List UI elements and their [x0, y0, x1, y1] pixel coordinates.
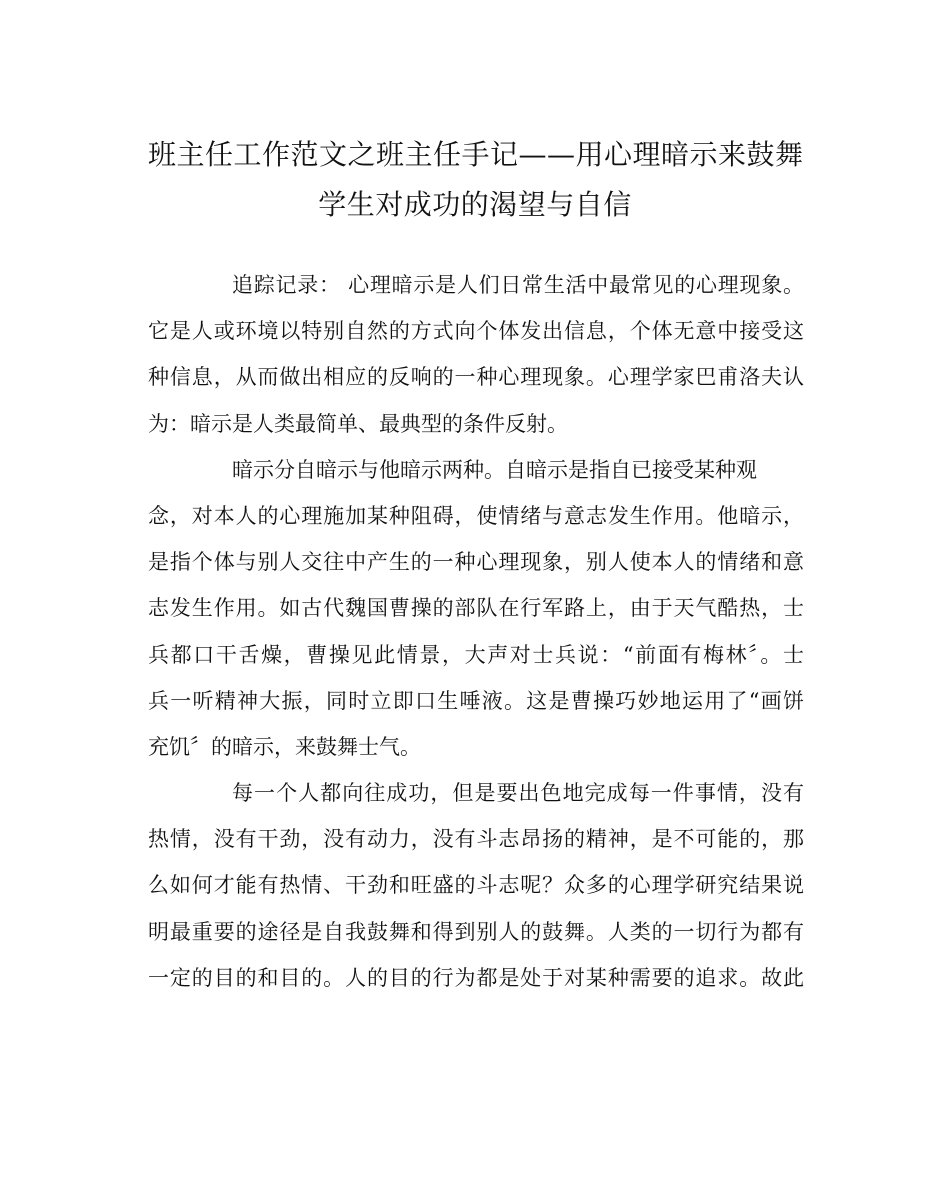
paragraph-line: 每一个人都向往成功，但是要出色地完成每一件事情，没有 [232, 781, 804, 806]
paragraph-3 [148, 770, 804, 1001]
paragraph-line: 是指个体与别人交往中产生的一种心理现象，别人使本人的情绪和意 [148, 550, 804, 575]
title-line-1: 班主任工作范文之班主任手记——用心理暗示来鼓舞 [148, 138, 804, 171]
paragraph-line: 暗示分自暗示与他暗示两种。自暗示是指自已接受某种观 [232, 457, 757, 482]
paragraph-line: 念，对本人的心理施加某种阻碍，使情绪与意志发生作用。他暗示， [148, 503, 804, 528]
paragraph-1 [148, 262, 804, 447]
paragraph-line: 充饥〞的暗示，来鼓舞士气。 [148, 734, 421, 759]
paragraph-2 [148, 447, 804, 770]
paragraph-line: 它是人或环境以特别自然的方式向个体发出信息，个体无意中接受这 [148, 319, 804, 344]
paragraph-line: 志发生作用。如古代魏国曹操的部队在行军路上，由于天气酷热，士 [148, 596, 804, 621]
document-title [148, 130, 802, 230]
document-body [148, 262, 804, 1001]
paragraph-line: 兵一听精神大振，同时立即口生唾液。这是曹操巧妙地运用了“画饼 [148, 688, 804, 713]
title-line-2: 学生对成功的渴望与自信 [318, 188, 632, 221]
paragraph-line: 热情，没有干劲，没有动力，没有斗志昂扬的精神，是不可能的，那 [148, 827, 804, 852]
paragraph-line: 种信息，从而做出相应的反响的一种心理现象。心理学家巴甫洛夫认 [148, 365, 804, 390]
paragraph-line: 么如何才能有热情、干劲和旺盛的斗志呢？众多的心理学研究结果说 [148, 873, 804, 898]
paragraph-line: 追踪记录： 心理暗示是人们日常生活中最常见的心理现象。 [232, 273, 804, 297]
paragraph-line: 为：暗示是人类最简单、最典型的条件反射。 [148, 411, 568, 436]
paragraph-line: 一定的目的和目的。人的目的行为都是处于对某种需要的追求。故此 [148, 965, 804, 990]
paragraph-line: 兵都口干舌燥，曹操见此情景，大声对士兵说：“前面有梅林〞。士 [148, 642, 804, 667]
paragraph-line: 明最重要的途径是自我鼓舞和得到别人的鼓舞。人类的一切行为都有 [148, 919, 804, 944]
